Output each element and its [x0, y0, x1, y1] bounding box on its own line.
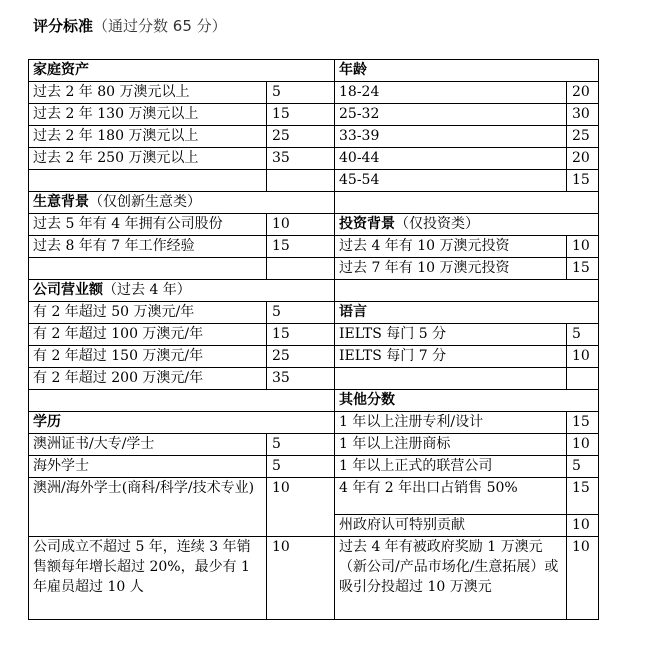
criteria-cell: 澳洲证书/大专/学士 [29, 434, 267, 456]
score-cell: 5 [267, 456, 335, 478]
score-cell: 10 [567, 434, 599, 456]
criteria-cell: 州政府认可特别贡献 [335, 515, 567, 537]
empty-cell [29, 390, 335, 412]
table-row [29, 412, 599, 434]
table-row [29, 82, 599, 104]
score-cell: 10 [567, 515, 599, 537]
section-header-turnover [29, 280, 335, 302]
criteria-cell: 18-24 [335, 82, 567, 104]
score-cell: 5 [267, 434, 335, 456]
section-header-business [29, 192, 335, 214]
table-row [29, 346, 599, 368]
table-row [29, 236, 599, 258]
score-cell: 5 [267, 302, 335, 324]
criteria-cell: 澳洲/海外学士(商科/科学/技术专业) [29, 478, 267, 537]
criteria-cell: 1 年以上注册专利/设计 [335, 412, 567, 434]
table-row [29, 60, 599, 82]
section-header-education: 学历 [29, 412, 335, 434]
table-row [29, 390, 599, 412]
section-header-investment-sub: （仅投资类） [395, 216, 479, 232]
criteria-cell: 海外学士 [29, 456, 267, 478]
criteria-cell: 过去 2 年 80 万澳元以上 [29, 82, 267, 104]
table-row [29, 192, 599, 214]
section-header-investment [335, 214, 599, 236]
criteria-cell: 公司成立不超过 5 年，连续 3 年销售额每年增长超过 20%，最少有 1 年雇员超过 10 人 [29, 537, 267, 620]
criteria-cell [335, 368, 567, 390]
table-row [29, 170, 599, 192]
score-cell: 10 [267, 537, 335, 620]
criteria-cell: 有 2 年超过 150 万澳元/年 [29, 346, 267, 368]
score-cell: 5 [567, 324, 599, 346]
criteria-cell: 过去 4 年有被政府奖励 1 万澳元（新公司/产品市场化/生意拓展）或吸引分投超过 10 万澳元 [335, 537, 567, 620]
section-header-business-sub: （仅创新生意类） [89, 194, 201, 210]
criteria-cell: 过去 8 年有 7 年工作经验 [29, 236, 267, 258]
table-row [29, 126, 599, 148]
score-cell [267, 170, 335, 192]
page-title [33, 16, 227, 36]
table-row [29, 478, 599, 515]
criteria-cell: 1 年以上注册商标 [335, 434, 567, 456]
criteria-cell: 过去 5 年有 4 年拥有公司股份 [29, 214, 267, 236]
section-header-other: 其他分数 [335, 390, 599, 412]
empty-cell [335, 280, 599, 302]
score-cell: 10 [567, 346, 599, 368]
score-cell: 35 [267, 368, 335, 390]
page-title-main: 评分标准 [33, 17, 94, 35]
score-cell: 15 [267, 324, 335, 346]
section-header-language: 语言 [335, 302, 599, 324]
table-row [29, 537, 599, 620]
criteria-cell: 25-32 [335, 104, 567, 126]
score-cell [267, 258, 335, 280]
table-row [29, 258, 599, 280]
criteria-cell: 过去 2 年 130 万澳元以上 [29, 104, 267, 126]
section-header-age: 年龄 [335, 60, 599, 82]
score-cell: 10 [267, 214, 335, 236]
score-cell: 25 [267, 126, 335, 148]
score-cell: 10 [567, 236, 599, 258]
score-cell: 5 [567, 456, 599, 478]
table-row [29, 434, 599, 456]
table-row [29, 104, 599, 126]
score-cell [567, 368, 599, 390]
criteria-cell: 有 2 年超过 50 万澳元/年 [29, 302, 267, 324]
criteria-cell: IELTS 每门 5 分 [335, 324, 567, 346]
section-header-business-label: 生意背景 [33, 194, 89, 210]
section-header-assets: 家庭资产 [29, 60, 335, 82]
criteria-cell: 40-44 [335, 148, 567, 170]
table-row [29, 148, 599, 170]
section-header-turnover-sub: （过去 4 年） [103, 282, 191, 298]
score-cell: 15 [567, 478, 599, 515]
score-cell: 25 [267, 346, 335, 368]
table-row [29, 280, 599, 302]
criteria-cell: 有 2 年超过 200 万澳元/年 [29, 368, 267, 390]
table-row [29, 324, 599, 346]
criteria-cell [29, 258, 267, 280]
score-cell: 20 [567, 82, 599, 104]
score-table [28, 59, 599, 620]
score-cell: 30 [567, 104, 599, 126]
table-row [29, 368, 599, 390]
criteria-cell [29, 170, 267, 192]
score-cell: 25 [567, 126, 599, 148]
table-row [29, 456, 599, 478]
page-title-note: （通过分数 65 分） [93, 17, 227, 35]
score-cell: 15 [267, 236, 335, 258]
criteria-cell: 45-54 [335, 170, 567, 192]
section-header-investment-label: 投资背景 [339, 216, 395, 232]
criteria-cell: 过去 2 年 180 万澳元以上 [29, 126, 267, 148]
criteria-cell: 过去 2 年 250 万澳元以上 [29, 148, 267, 170]
score-cell: 10 [267, 478, 335, 537]
score-cell: 10 [567, 537, 599, 620]
criteria-cell: 1 年以上正式的联营公司 [335, 456, 567, 478]
table-row [29, 302, 599, 324]
score-cell: 15 [567, 258, 599, 280]
score-cell: 5 [267, 82, 335, 104]
criteria-cell: 过去 4 年有 10 万澳元投资 [335, 236, 567, 258]
empty-cell [335, 192, 599, 214]
criteria-cell: 有 2 年超过 100 万澳元/年 [29, 324, 267, 346]
criteria-cell: 过去 7 年有 10 万澳元投资 [335, 258, 567, 280]
score-cell: 15 [567, 170, 599, 192]
score-cell: 15 [267, 104, 335, 126]
criteria-cell: 4 年有 2 年出口占销售 50% [335, 478, 567, 515]
criteria-cell: 33-39 [335, 126, 567, 148]
score-cell: 15 [567, 412, 599, 434]
table-row [29, 214, 599, 236]
score-cell: 35 [267, 148, 335, 170]
criteria-cell: IELTS 每门 7 分 [335, 346, 567, 368]
section-header-turnover-label: 公司营业额 [33, 282, 103, 298]
score-cell: 20 [567, 148, 599, 170]
